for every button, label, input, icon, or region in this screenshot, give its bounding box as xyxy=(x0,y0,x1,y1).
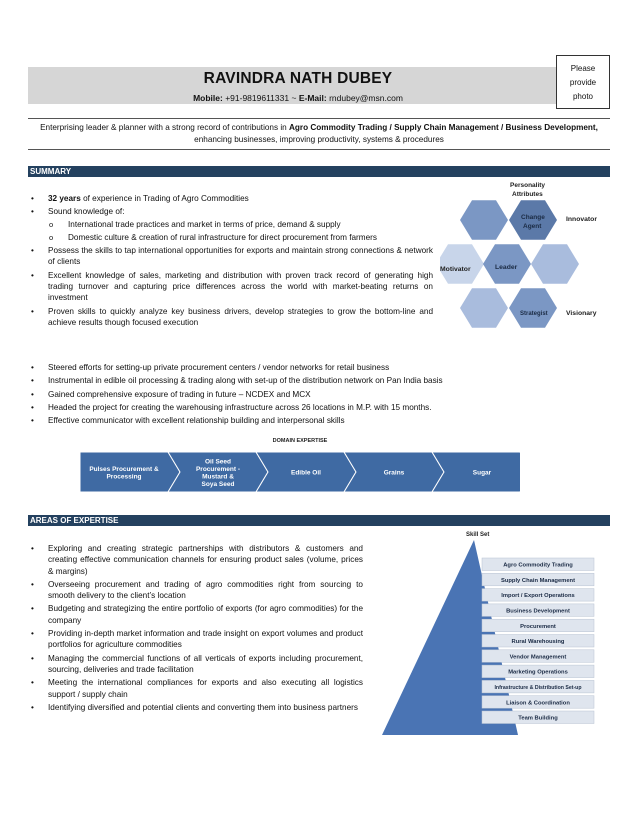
skill-label: Infrastructure & Distribution Set-up xyxy=(494,685,582,691)
hexagon-cell xyxy=(509,288,557,327)
skill-set-pyramid xyxy=(370,528,620,748)
domain-arrow-label: Sugar xyxy=(472,469,492,477)
skill-label: Agro Commodity Trading xyxy=(503,562,573,569)
list-item: • Effective communicator with excellent relationship building and interpersonal skills xyxy=(28,415,528,426)
list-item: • Steered efforts for setting-up private procurement centers / vendor networks for retail business xyxy=(28,362,528,373)
email-address: rndubey@msn.com xyxy=(329,93,403,103)
label-personality: Personality xyxy=(510,182,546,189)
expertise-heading: AREAS OF EXPERTISE xyxy=(28,515,610,526)
mobile-number: +91-9819611331 xyxy=(225,93,290,103)
list-item: • Instrumental in edible oil processing & trading along with set-up of the distribution network on Pan India basis xyxy=(28,375,528,386)
list-item: • Managing the commercial functions of all verticals of exports including procurement, sourcing, deliveries and trade facilitation xyxy=(28,653,363,676)
intro-text: enhancing businesses, improving productivity, systems & procedures xyxy=(194,135,444,144)
domain-arrow-label: Procurement - xyxy=(195,465,241,473)
list-item: • Providing in-depth market information and trade insight on export volumes and product portfolios for agriculture commodities xyxy=(28,628,363,651)
skill-label: Rural Warehousing xyxy=(511,639,565,646)
skill-label: Vendor Management xyxy=(509,654,567,661)
summary-list-bottom xyxy=(28,362,528,428)
list-item-text: of experience in Trading of Agro Commodities xyxy=(80,194,249,203)
domain-arrow-label: Processing xyxy=(106,473,142,481)
photo-line: provide xyxy=(569,78,597,87)
hexagon-cell xyxy=(531,244,579,283)
skill-label: Business Development xyxy=(506,608,570,615)
list-item: • Identifying diversified and potential clients and converting them into business partners xyxy=(28,702,363,713)
sub-list-item: o Domestic culture & creation of rural infrastructure for direct procurement from farmers xyxy=(48,232,433,243)
list-item xyxy=(28,193,433,204)
label-leader: Leader xyxy=(495,264,518,271)
domain-arrow-label: Edible Oil xyxy=(291,469,321,477)
domain-arrow-label: Soya Seed xyxy=(201,480,235,488)
list-item: • Gained comprehensive exposure of trading in future – NCDEX and MCX xyxy=(28,389,528,400)
intro-statement xyxy=(28,122,610,146)
list-item-text: Sound knowledge of: xyxy=(48,207,125,217)
mobile-label: Mobile: xyxy=(193,93,223,103)
contact-line xyxy=(28,93,568,103)
skill-label: Marketing Operations xyxy=(508,669,568,676)
expertise-list xyxy=(28,543,363,715)
list-item: • Meeting the international compliances for exports and also executing all logistics support / supply chain xyxy=(28,677,363,700)
experience-years: 32 years xyxy=(48,194,81,203)
list-item: • Headed the project for creating the warehousing infrastructure across 26 locations in M.P. with 15 months. xyxy=(28,402,528,413)
photo-line: photo xyxy=(572,92,594,101)
label-strategist: Strategist xyxy=(520,311,548,317)
label-visionary: Visionary xyxy=(566,310,597,317)
email-label: E-Mail: xyxy=(298,93,327,103)
list-item: • Budgeting and strategizing the entire portfolio of exports (for agro commodities) for the company xyxy=(28,603,363,626)
summary-heading: SUMMARY xyxy=(28,166,610,177)
intro-focus-areas: Agro Commodity Trading / Supply Chain Management / Business Development, xyxy=(289,123,598,132)
domain-arrow-label: Grains xyxy=(383,469,405,477)
hexagon-cell xyxy=(440,244,484,283)
contact-separator: ~ xyxy=(291,93,297,103)
domain-arrow-label: Oil Seed xyxy=(204,458,232,466)
hexagon-cell xyxy=(460,200,508,239)
skill-label: Procurement xyxy=(520,623,556,630)
domain-arrow-label: Mustard & xyxy=(202,473,234,481)
photo-line: Please xyxy=(570,64,596,73)
domain-arrow-label: Pulses Procurement & xyxy=(89,465,159,473)
list-item: • Overseeing procurement and trading of agro commodities right from sourcing to smooth delivery to the client’s location xyxy=(28,579,363,602)
divider xyxy=(28,118,610,119)
skill-label: Team Building xyxy=(518,715,558,722)
skill-set-title: Skill Set xyxy=(466,532,490,538)
sub-list-item: o International trade practices and market in terms of price, demand & supply xyxy=(48,219,433,230)
photo-placeholder xyxy=(556,55,610,109)
label-innovator: Innovator xyxy=(566,216,597,223)
list-item: • Excellent knowledge of sales, marketing and distribution with proven track record of generating high trading turnover and capturing price differences across the world with market-beating returns on investment xyxy=(28,270,433,304)
skill-label: Import / Export Operations xyxy=(501,593,575,600)
header-band xyxy=(28,67,610,104)
list-item xyxy=(28,206,433,243)
sub-list xyxy=(48,219,433,244)
label-agent: Agent xyxy=(523,223,542,230)
list-item: • Proven skills to quickly analyze key business drivers, develop strategies to grow the bottom-line and achieve results though focused execution xyxy=(28,306,433,329)
intro-text: Enterprising leader & planner with a strong record of contributions in xyxy=(40,123,290,132)
divider xyxy=(28,149,610,150)
label-motivator: Motivator xyxy=(440,266,471,273)
skill-label: Liaison & Coordination xyxy=(506,700,570,707)
domain-expertise-title: DOMAIN EXPERTISE xyxy=(272,438,328,444)
candidate-name: RAVINDRA NATH DUBEY xyxy=(203,70,393,87)
domain-expertise-diagram xyxy=(80,436,520,500)
list-item: • Possess the skills to tap international opportunities for exports and maintain strong connections & network of clients xyxy=(28,245,433,268)
summary-list-top xyxy=(28,193,433,330)
label-change: Change xyxy=(521,214,545,221)
label-attributes: Attributes xyxy=(512,191,543,198)
personality-hexagon-diagram xyxy=(440,178,610,348)
hexagon-cell xyxy=(460,288,508,327)
skill-label: Supply Chain Management xyxy=(500,577,576,584)
list-item: • Exploring and creating strategic partnerships with distributors & customers and creating effective communication channels for ensuring product sales (volume, prices & margins) xyxy=(28,543,363,577)
